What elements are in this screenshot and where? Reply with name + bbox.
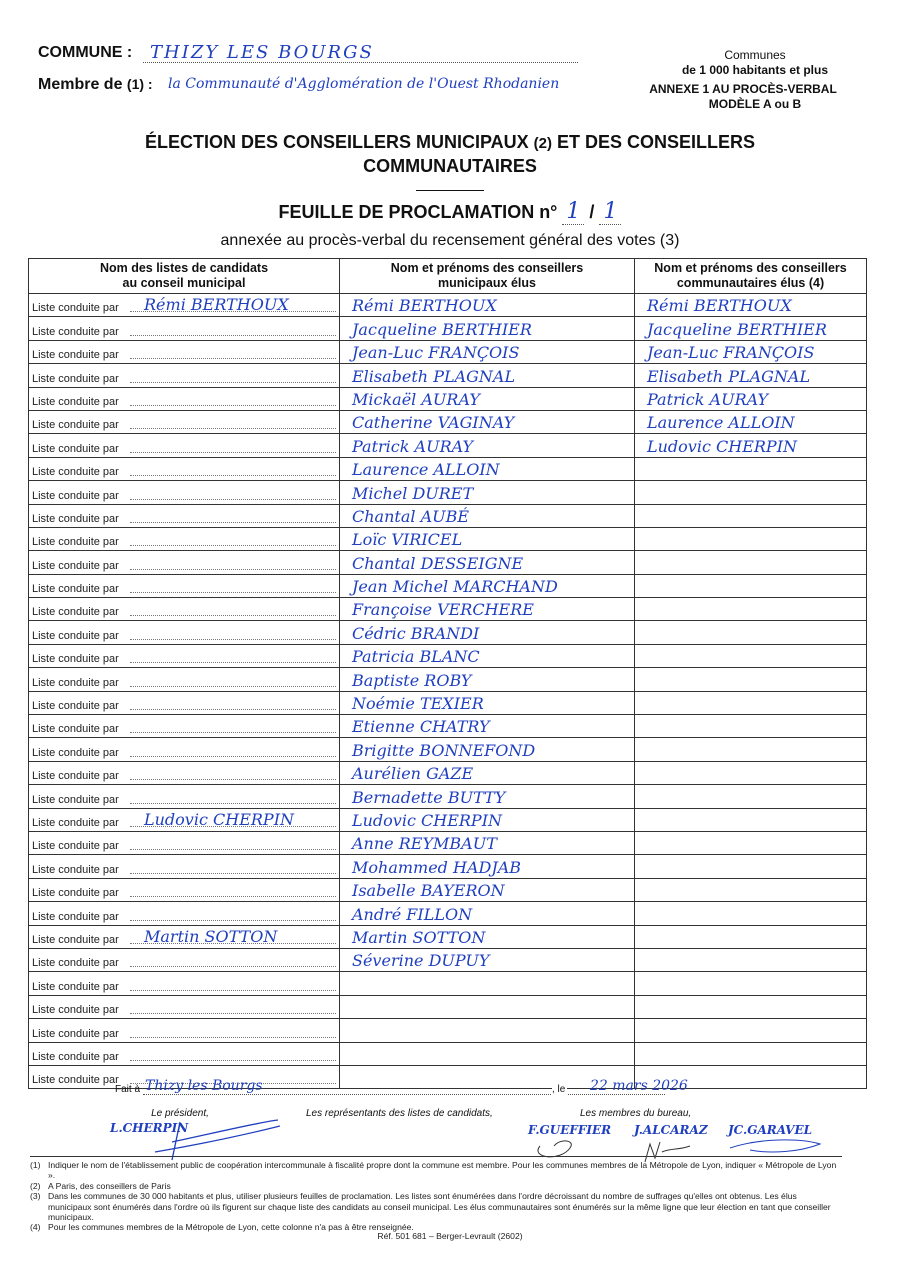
table-row [29, 457, 867, 480]
liste-prefix: Liste conduite par [32, 1050, 119, 1063]
table-row [29, 410, 867, 433]
municipal-cell [340, 855, 635, 878]
liste-prefix: Liste conduite par [32, 395, 119, 408]
liste-value: Rémi BERTHOUX [144, 295, 289, 315]
title-line1-a: ÉLECTION DES CONSEILLERS MUNICIPAUX [144, 132, 529, 152]
table-row [29, 317, 867, 340]
table-row [29, 761, 867, 784]
liste-dots [130, 545, 336, 546]
fait-dots [143, 1094, 665, 1095]
liste-dots [130, 615, 336, 616]
membre-1: F.GUEFFIER [528, 1123, 612, 1137]
municipal-name: Etienne CHATRY [352, 717, 490, 737]
liste-cell [29, 294, 340, 317]
liste-cell [29, 902, 340, 925]
liste-cell [29, 504, 340, 527]
liste-dots [130, 475, 336, 476]
municipal-name: Ludovic CHERPIN [352, 810, 503, 830]
liste-cell [29, 1019, 340, 1042]
liste-dots [130, 428, 336, 429]
commune-value: THIZY LES BOURGS [150, 42, 374, 63]
reference: Réf. 501 681 – Berger-Levrault (2602) [377, 1231, 523, 1241]
table-header-row [29, 259, 867, 294]
municipal-cell [340, 317, 635, 340]
liste-prefix: Liste conduite par [32, 372, 119, 385]
municipal-cell [340, 434, 635, 457]
municipal-cell [340, 668, 635, 691]
president-signature [150, 1112, 290, 1162]
membres-label: Les membres du bureau, [580, 1108, 692, 1119]
communautaire-cell [635, 925, 867, 948]
liste-prefix: Liste conduite par [32, 419, 119, 432]
liste-cell [29, 598, 340, 621]
municipal-name: Patricia BLANC [352, 647, 480, 667]
municipal-name: Bernadette BUTTY [352, 787, 506, 807]
municipal-name: Rémi BERTHOUX [352, 296, 497, 316]
liste-cell [29, 855, 340, 878]
municipal-cell [340, 902, 635, 925]
liste-prefix: Liste conduite par [32, 840, 119, 853]
municipal-cell [340, 364, 635, 387]
liste-cell [29, 644, 340, 667]
liste-dots [130, 920, 336, 921]
municipal-name: Anne REYMBAUT [352, 834, 497, 854]
municipal-cell [340, 387, 635, 410]
title-divider [416, 190, 484, 191]
communautaire-cell [635, 504, 867, 527]
municipal-cell [340, 691, 635, 714]
municipal-name: Chantal AUBÉ [352, 506, 470, 526]
membre-3: JC.GARAVEL [728, 1123, 813, 1137]
liste-prefix: Liste conduite par [32, 583, 119, 596]
municipal-name: Catherine VAGINAY [352, 413, 515, 433]
communautaire-cell [635, 434, 867, 457]
liste-cell [29, 691, 340, 714]
fait-value: Thizy les Bourgs [145, 1078, 263, 1094]
footnote: (1) Indiquer le nom de l'établissement public de coopération intercommunale à fiscalité propre dont la commune est membre. Pour les communes membres de la Métropole de Lyon, indiquer « Métropole de Lyon ». [30, 1160, 837, 1181]
municipal-name: Patrick AURAY [352, 436, 474, 456]
title-line1-b: ET DES CONSEILLERS [557, 132, 756, 152]
municipal-cell [340, 644, 635, 667]
footnote: (4) Pour les communes membres de la Métropole de Lyon, cette colonne n'a pas à être renseignée. [30, 1222, 414, 1233]
title-line1 [0, 131, 900, 155]
table-row [29, 294, 867, 317]
liste-prefix: Liste conduite par [32, 746, 119, 759]
municipal-name: Mohammed HADJAB [352, 857, 522, 877]
communautaire-cell [635, 738, 867, 761]
municipal-name: Aurélien GAZE [352, 764, 474, 784]
municipal-name: Isabelle BAYERON [352, 881, 505, 901]
communautaire-cell [635, 340, 867, 363]
liste-cell [29, 621, 340, 644]
feuille-line [0, 199, 900, 224]
table-row [29, 481, 867, 504]
liste-prefix: Liste conduite par [32, 816, 119, 829]
communautaire-cell [635, 410, 867, 433]
municipal-name: Michel DURET [352, 483, 474, 503]
liste-dots [130, 405, 336, 406]
liste-dots [130, 569, 336, 570]
liste-cell [29, 551, 340, 574]
municipal-name: Cédric BRANDI [352, 623, 480, 643]
footnote: (3) Dans les communes de 30 000 habitants et plus, utiliser plusieurs feuilles de proclamation. Les listes sont énumérées dans l'ordre décroissant du nombre de suffrages qu'elles ont obtenus. Les élus municipaux sont énumérés dans l'ordre où ils figurent sur chaque liste des candidats au conseil municipal. Les élus communautaires sont énumérés sur la même ligne que leur élection en tant que conseiller municipaux. [30, 1191, 831, 1223]
liste-prefix: Liste conduite par [32, 559, 119, 572]
footnotes-rule [30, 1156, 842, 1157]
liste-prefix: Liste conduite par [32, 629, 119, 642]
date-value: 22 mars 2026 [590, 1078, 688, 1094]
header-right-line4: MODÈLE A ou B [708, 97, 802, 111]
municipal-name: Jean-Luc FRANÇOIS [352, 343, 520, 363]
liste-cell [29, 785, 340, 808]
municipal-cell [340, 527, 635, 550]
municipal-name: Séverine DUPUY [352, 951, 490, 971]
table-row [29, 715, 867, 738]
fait-label: Fait à [115, 1084, 141, 1095]
liste-prefix: Liste conduite par [32, 302, 119, 315]
liste-prefix: Liste conduite par [32, 910, 119, 923]
communautaire-cell [635, 902, 867, 925]
table-row [29, 527, 867, 550]
liste-cell [29, 434, 340, 457]
footnotes [30, 1160, 842, 1233]
liste-cell [29, 738, 340, 761]
municipal-name: Martin SOTTON [352, 927, 486, 947]
table-row [29, 972, 867, 995]
table-row [29, 831, 867, 854]
liste-dots [130, 499, 336, 500]
communautaire-cell [635, 1042, 867, 1065]
liste-prefix: Liste conduite par [32, 325, 119, 338]
municipal-cell [340, 574, 635, 597]
municipal-cell [340, 621, 635, 644]
page-title [0, 131, 900, 177]
header-right-line1: Communes [724, 48, 786, 62]
liste-dots [130, 1037, 336, 1038]
municipal-cell [340, 481, 635, 504]
liste-dots [130, 709, 336, 710]
communautaire-cell [635, 527, 867, 550]
municipal-name: Mickaël AURAY [352, 389, 480, 409]
communautaire-cell [635, 972, 867, 995]
communautaire-cell [635, 294, 867, 317]
communautaire-cell [635, 948, 867, 971]
liste-prefix: Liste conduite par [32, 489, 119, 502]
liste-prefix: Liste conduite par [32, 793, 119, 806]
communautaire-cell [635, 761, 867, 784]
communautaire-name: Jean-Luc FRANÇOIS [647, 343, 815, 363]
communautaire-name: Jacqueline BERTHIER [647, 319, 827, 339]
communautaire-name: Rémi BERTHOUX [647, 296, 792, 316]
liste-dots [130, 779, 336, 780]
liste-cell [29, 668, 340, 691]
liste-cell [29, 972, 340, 995]
liste-prefix: Liste conduite par [32, 723, 119, 736]
table-row [29, 855, 867, 878]
municipal-cell [340, 808, 635, 831]
communautaire-cell [635, 1019, 867, 1042]
liste-prefix: Liste conduite par [32, 1074, 119, 1087]
liste-dots [130, 756, 336, 757]
communautaire-cell [635, 808, 867, 831]
municipal-name: Chantal DESSEIGNE [352, 553, 524, 573]
municipal-cell [340, 551, 635, 574]
le-label: , le [552, 1084, 566, 1095]
municipal-cell [340, 340, 635, 363]
liste-prefix: Liste conduite par [32, 349, 119, 362]
communautaire-cell [635, 574, 867, 597]
liste-value: Martin SOTTON [144, 926, 278, 946]
communautaire-cell [635, 691, 867, 714]
communautaire-cell [635, 598, 867, 621]
liste-dots [130, 1060, 336, 1061]
liste-dots [130, 522, 336, 523]
communautaire-name: Laurence ALLOIN [647, 413, 795, 433]
col-header-communautaires: Nom et prénoms des conseillers communautaires élus (4) [635, 259, 867, 294]
liste-cell [29, 410, 340, 433]
table-row [29, 644, 867, 667]
liste-cell [29, 387, 340, 410]
liste-cell [29, 481, 340, 504]
liste-dots [130, 732, 336, 733]
feuille-sep: / [589, 202, 595, 222]
liste-dots [130, 873, 336, 874]
communautaire-cell [635, 457, 867, 480]
liste-dots [130, 896, 336, 897]
proclamation-table [28, 258, 867, 1089]
municipal-cell [340, 1019, 635, 1042]
liste-prefix: Liste conduite par [32, 980, 119, 993]
table-row [29, 1042, 867, 1065]
communautaire-cell [635, 364, 867, 387]
liste-dots [130, 335, 336, 336]
commune-label: COMMUNE : [38, 44, 133, 61]
liste-cell [29, 1042, 340, 1065]
table-row [29, 387, 867, 410]
municipal-cell [340, 995, 635, 1018]
liste-dots [130, 358, 336, 359]
liste-prefix: Liste conduite par [32, 676, 119, 689]
communautaire-cell [635, 317, 867, 340]
table-row [29, 738, 867, 761]
table-row [29, 364, 867, 387]
feuille-label: FEUILLE DE PROCLAMATION n° [278, 202, 558, 222]
communautaire-cell [635, 668, 867, 691]
communautaire-name: Ludovic CHERPIN [647, 436, 798, 456]
municipal-cell [340, 457, 635, 480]
liste-cell [29, 574, 340, 597]
col-header-listes: Nom des listes de candidats au conseil municipal [29, 259, 340, 294]
liste-dots [130, 382, 336, 383]
representants-label: Les représentants des listes de candidats, [306, 1108, 493, 1119]
liste-value: Ludovic CHERPIN [144, 809, 295, 829]
municipal-name: Laurence ALLOIN [352, 460, 500, 480]
municipal-cell [340, 504, 635, 527]
header-right-line3: ANNEXE 1 AU PROCÈS-VERBAL [649, 82, 837, 96]
liste-dots [130, 686, 336, 687]
municipal-cell [340, 410, 635, 433]
table-row [29, 551, 867, 574]
municipal-cell [340, 925, 635, 948]
municipal-cell [340, 294, 635, 317]
membre-2: J.ALCARAZ [634, 1123, 708, 1137]
liste-prefix: Liste conduite par [32, 887, 119, 900]
feuille-total: 1 [599, 199, 621, 225]
fait-line [115, 1078, 715, 1100]
table-row [29, 948, 867, 971]
liste-cell [29, 831, 340, 854]
commune-line [38, 44, 578, 68]
communautaire-cell [635, 878, 867, 901]
liste-prefix: Liste conduite par [32, 442, 119, 455]
liste-cell [29, 715, 340, 738]
liste-prefix: Liste conduite par [32, 957, 119, 970]
membre-value: la Communauté d'Agglomération de l'Ouest Rhodanien [168, 76, 560, 92]
municipal-cell [340, 1042, 635, 1065]
subtitle: annexée au procès-verbal du recensement général des votes (3) [220, 232, 680, 249]
liste-dots [130, 639, 336, 640]
liste-cell [29, 878, 340, 901]
liste-dots [130, 662, 336, 663]
municipal-name: Brigitte BONNEFOND [352, 740, 536, 760]
liste-cell [29, 925, 340, 948]
liste-prefix: Liste conduite par [32, 466, 119, 479]
liste-cell [29, 340, 340, 363]
table-row [29, 808, 867, 831]
municipal-name: Elisabeth PLAGNAL [352, 366, 516, 386]
table-row [29, 434, 867, 457]
liste-cell [29, 808, 340, 831]
liste-prefix: Liste conduite par [32, 1027, 119, 1040]
liste-dots [130, 849, 336, 850]
col-header-municipaux: Nom et prénoms des conseillers municipaux élus [340, 259, 635, 294]
communautaire-cell [635, 831, 867, 854]
municipal-cell [340, 972, 635, 995]
municipal-cell [340, 761, 635, 784]
feuille-num: 1 [562, 199, 584, 225]
municipal-name: Jacqueline BERTHIER [352, 319, 532, 339]
title-line2: COMMUNAUTAIRES [363, 156, 537, 176]
membre-label: Membre de [38, 76, 123, 93]
liste-dots [130, 803, 336, 804]
communautaire-cell [635, 785, 867, 808]
liste-cell [29, 761, 340, 784]
liste-cell [29, 948, 340, 971]
municipal-cell [340, 831, 635, 854]
president-label: Le président, [151, 1108, 209, 1119]
table-row [29, 925, 867, 948]
membre-line [38, 76, 638, 100]
communautaire-cell [635, 481, 867, 504]
municipal-cell [340, 948, 635, 971]
municipal-name: Françoise VERCHERE [352, 600, 534, 620]
liste-cell [29, 364, 340, 387]
table-row [29, 1019, 867, 1042]
municipal-name: Baptiste ROBY [352, 670, 472, 690]
liste-cell [29, 527, 340, 550]
communautaire-cell [635, 855, 867, 878]
municipal-cell [340, 878, 635, 901]
municipal-name: Loïc VIRICEL [352, 530, 463, 550]
liste-dots [130, 452, 336, 453]
municipal-cell [340, 715, 635, 738]
liste-prefix: Liste conduite par [32, 863, 119, 876]
table-row [29, 902, 867, 925]
communautaire-name: Elisabeth PLAGNAL [647, 366, 811, 386]
table-row [29, 668, 867, 691]
municipal-name: André FILLON [352, 904, 473, 924]
table-row [29, 785, 867, 808]
table-row [29, 574, 867, 597]
communautaire-name: Patrick AURAY [647, 389, 769, 409]
liste-prefix: Liste conduite par [32, 700, 119, 713]
communautaire-cell [635, 551, 867, 574]
communautaire-cell [635, 387, 867, 410]
liste-prefix: Liste conduite par [32, 770, 119, 783]
communautaire-cell [635, 644, 867, 667]
liste-prefix: Liste conduite par [32, 536, 119, 549]
president-name: L.CHERPIN [110, 1121, 189, 1135]
liste-prefix: Liste conduite par [32, 1004, 119, 1017]
header-right-block [645, 48, 865, 112]
table-row [29, 598, 867, 621]
title-line1-ref: (2) [533, 135, 552, 152]
liste-cell [29, 995, 340, 1018]
liste-prefix: Liste conduite par [32, 512, 119, 525]
communautaire-cell [635, 995, 867, 1018]
footnote: (2) A Paris, des conseillers de Paris [30, 1180, 171, 1191]
liste-prefix: Liste conduite par [32, 653, 119, 666]
municipal-cell [340, 598, 635, 621]
liste-prefix: Liste conduite par [32, 933, 119, 946]
liste-cell [29, 317, 340, 340]
liste-dots [130, 990, 336, 991]
header-right-line2: de 1 000 habitants et plus [681, 63, 829, 77]
liste-dots [130, 592, 336, 593]
table-row [29, 504, 867, 527]
table-row [29, 621, 867, 644]
membre-ref: (1) : [126, 76, 153, 92]
municipal-cell [340, 785, 635, 808]
communautaire-cell [635, 715, 867, 738]
communautaire-cell [635, 621, 867, 644]
municipal-name: Jean Michel MARCHAND [352, 577, 558, 597]
table-row [29, 691, 867, 714]
table-row [29, 340, 867, 363]
liste-prefix: Liste conduite par [32, 606, 119, 619]
table-row [29, 995, 867, 1018]
table-row [29, 878, 867, 901]
liste-dots [130, 1013, 336, 1014]
municipal-name: Noémie TEXIER [352, 694, 484, 714]
municipal-cell [340, 738, 635, 761]
liste-dots [130, 966, 336, 967]
liste-cell [29, 457, 340, 480]
